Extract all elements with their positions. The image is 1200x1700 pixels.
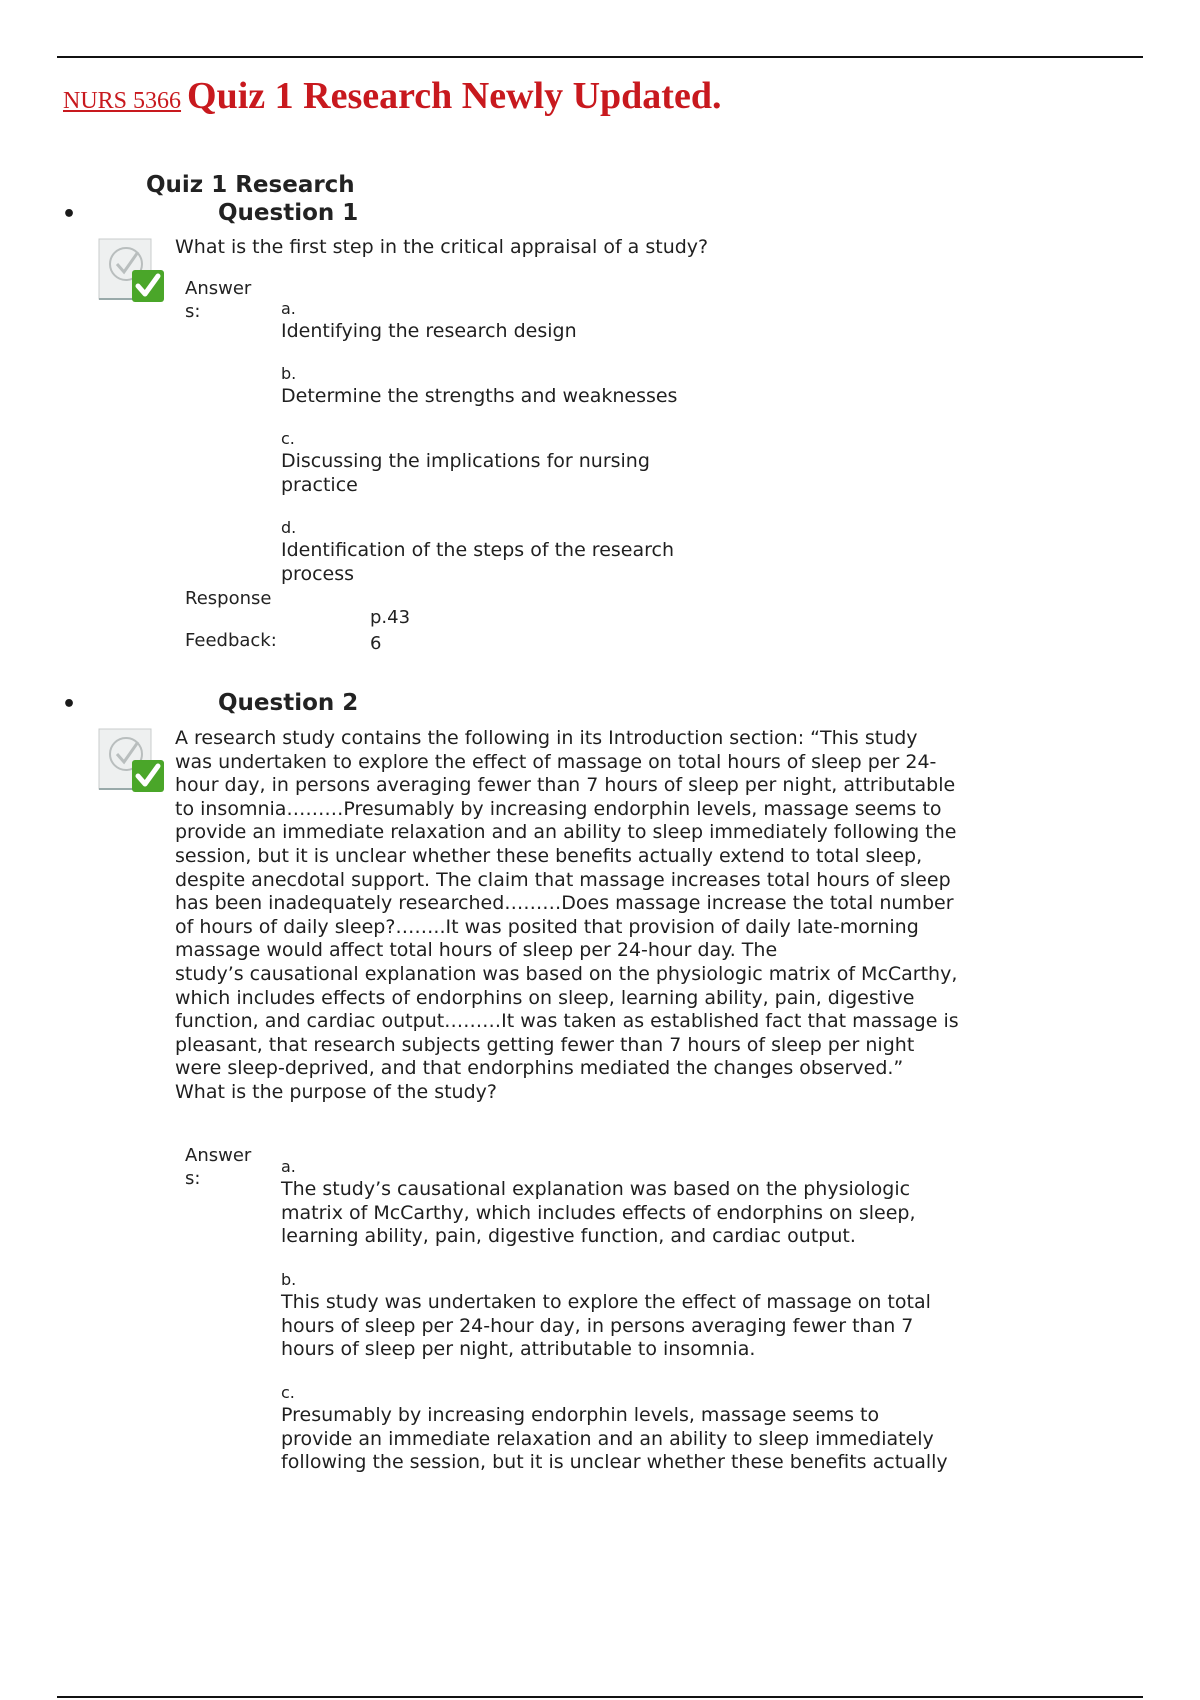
correct-check-icon [98, 236, 168, 306]
feedback-line: p.43 [370, 607, 411, 628]
list-bullet: • [62, 202, 77, 227]
question-text-line: which includes effects of endorphins on sleep, learning ability, pain, digestive [175, 986, 915, 1009]
question-text-line: of hours of daily sleep?……..It was posited that provision of daily late-morning [175, 915, 919, 938]
option-letter: c. [281, 1383, 295, 1402]
question-title: Question 1 [218, 200, 359, 226]
page-title: Quiz 1 Research Newly Updated. [187, 75, 722, 117]
question-text-line: massage would affect total hours of sleep per 24-hour day. The [175, 939, 778, 962]
option-letter: d. [281, 518, 297, 537]
option-text: provide an immediate relaxation and an ability to sleep immediately [281, 1427, 934, 1450]
answer-option-b[interactable] [281, 1269, 931, 1362]
bottom-rule [57, 1696, 1143, 1698]
question-text-line: provide an immediate relaxation and an ability to sleep immediately following the [175, 821, 957, 844]
question-text-line: has been inadequately researched………Does massage increase the total number [175, 892, 954, 915]
option-letter: a. [281, 299, 296, 318]
option-text: practice [281, 473, 358, 496]
answer-option-c[interactable] [281, 1382, 948, 1475]
question-text-line: What is the purpose of the study? [175, 1080, 497, 1103]
option-text: Determine the strengths and weaknesses [281, 385, 678, 407]
response-label: Response [185, 588, 272, 609]
question-text-line: What is the first step in the critical appraisal of a study? [175, 236, 709, 258]
feedback-line: 6 [370, 633, 382, 654]
answers-label-line: s: [185, 301, 201, 322]
option-text: matrix of McCarthy, which includes effects of endorphins on sleep, [281, 1201, 916, 1224]
question-text-line: was undertaken to explore the effect of massage on total hours of sleep per 24- [175, 750, 937, 773]
question-text-line: session, but it is unclear whether these benefits actually extend to total sleep, [175, 844, 923, 867]
answer-option-b[interactable] [281, 363, 677, 409]
option-text: learning ability, pain, digestive function, and cardiac output. [281, 1225, 856, 1248]
answers-label-line: Answer [185, 1145, 252, 1166]
answers-label [185, 1144, 265, 1190]
option-text: Identification of the steps of the research [281, 539, 674, 561]
feedback-value [370, 605, 410, 657]
document-title [63, 74, 721, 118]
question-text-line: hour day, in persons averaging fewer than 7 hours of sleep per night, attributable [175, 774, 956, 797]
answer-option-a[interactable] [281, 1156, 915, 1249]
answer-option-d[interactable] [281, 517, 674, 586]
option-letter: b. [281, 364, 297, 383]
option-text: process [281, 562, 355, 585]
question-text [175, 236, 708, 260]
question-text-line: pleasant, that research subjects getting fewer than 7 hours of sleep per night [175, 1033, 915, 1056]
list-bullet: • [62, 692, 77, 717]
option-text: Presumably by increasing endorphin levels, massage seems to [281, 1404, 880, 1426]
option-text: This study was undertaken to explore the effect of massage on total [281, 1291, 931, 1313]
question-text-line: despite anecdotal support. The claim that massage increases total hours of sleep [175, 868, 951, 891]
quiz-heading: Quiz 1 Research [146, 172, 355, 198]
option-text: Discussing the implications for nursing [281, 450, 650, 472]
option-text: following the session, but it is unclear whether these benefits actually [281, 1451, 948, 1474]
correct-check-icon [98, 726, 168, 796]
question-text-line: A research study contains the following in its Introduction section: “This study [175, 727, 918, 749]
option-letter: b. [281, 1270, 297, 1289]
question-text-line: were sleep-deprived, and that endorphins mediated the changes observed.” [175, 1057, 904, 1080]
question-text-line: function, and cardiac output………It was taken as established fact that massage is [175, 1010, 959, 1033]
option-text: Identifying the research design [281, 320, 577, 342]
option-text: hours of sleep per 24-hour day, in persons averaging fewer than 7 [281, 1314, 914, 1337]
answers-label-line: Answer [185, 278, 252, 299]
answer-option-a[interactable] [281, 298, 577, 344]
feedback-label: Feedback: [185, 630, 277, 651]
option-text: The study’s causational explanation was based on the physiologic [281, 1178, 911, 1200]
answers-label [185, 277, 265, 323]
option-letter: a. [281, 1157, 296, 1176]
question-text [175, 727, 959, 1105]
answers-label-line: s: [185, 1168, 201, 1189]
question-text-line: study’s causational explanation was based on the physiologic matrix of McCarthy, [175, 962, 958, 985]
question-text-line: to insomnia………Presumably by increasing endorphin levels, massage seems to [175, 797, 942, 820]
answer-option-c[interactable] [281, 428, 650, 497]
top-rule [57, 56, 1143, 58]
option-letter: c. [281, 429, 295, 448]
option-text: hours of sleep per night, attributable to insomnia. [281, 1338, 756, 1361]
course-code: NURS 5366 [63, 88, 182, 114]
question-title: Question 2 [218, 690, 359, 716]
